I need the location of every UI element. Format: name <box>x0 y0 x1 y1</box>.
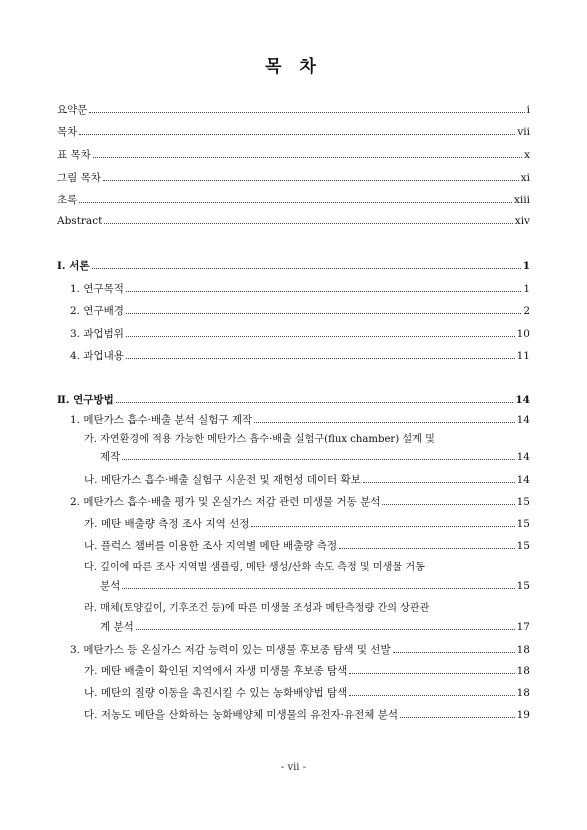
toc-page: 2 <box>523 305 530 317</box>
toc-entry-2-3-c[interactable] <box>84 708 530 722</box>
leader-dots <box>136 629 515 630</box>
toc-page: 15 <box>516 540 530 552</box>
toc-label: 나. 메탄가스 흡수·배출 실험구 시운전 및 재현성 데이터 확보 <box>84 474 361 486</box>
leader-dots <box>126 336 515 337</box>
toc-label: 그림 목차 <box>57 172 101 184</box>
toc-label: 나. 플럭스 챔버를 이용한 조사 지역별 메탄 배출량 측정 <box>84 540 338 552</box>
toc-label: 2. 메탄가스 흡수·배출 평가 및 온실가스 저감 관련 미생물 거동 분석 <box>70 496 381 508</box>
toc-page: 14 <box>515 394 530 406</box>
toc-label: 표 목차 <box>57 149 91 161</box>
toc-label: 3. 메탄가스 등 온실가스 저감 능력이 있는 미생물 후보종 탐색 및 선발 <box>70 644 391 656</box>
toc-label: 다. 저농도 메탄을 산화하는 농화배양체 미생물의 유전자·유전체 분석 <box>84 709 399 721</box>
toc-entry-2-2-b[interactable] <box>84 539 530 553</box>
leader-dots <box>126 291 521 292</box>
toc-entry-2-2-a[interactable] <box>84 517 530 531</box>
toc-label: Abstract <box>57 215 103 227</box>
toc-label: 계 분석 <box>100 621 134 633</box>
toc-entry-1-2[interactable] <box>70 304 530 318</box>
leader-dots <box>122 588 514 589</box>
toc-entry-2-2[interactable] <box>70 495 530 509</box>
toc-page: 11 <box>516 350 530 362</box>
toc-entry-2-2-c[interactable] <box>84 561 530 575</box>
toc-entry-2-1-a-cont[interactable] <box>100 450 530 464</box>
toc-label: 나. 메탄의 질량 이동을 촉진시킬 수 있는 농화배양법 탐색 <box>84 687 348 699</box>
toc-page: 10 <box>516 328 530 340</box>
toc-entry-2-2-c-cont[interactable] <box>100 579 530 593</box>
toc-entry-1-4[interactable] <box>70 349 530 363</box>
toc-label: 2. 연구배경 <box>70 305 124 317</box>
toc-entry-1-1[interactable] <box>70 282 530 296</box>
toc-label: 분석 <box>100 580 121 592</box>
toc-label: 초록 <box>57 194 78 206</box>
toc-label: 다. 깊이에 따른 조사 지역별 샘플링, 메탄 생성/산화 속도 측정 및 미생물 거동 <box>84 562 425 573</box>
toc-entry-2-2-d-cont[interactable] <box>100 620 530 634</box>
leader-dots <box>393 652 515 653</box>
toc-label: 가. 메탄 배출이 확인된 지역에서 자생 미생물 후보종 탐색 <box>84 665 348 677</box>
leader-dots <box>126 358 515 359</box>
toc-entry-2-3-a[interactable] <box>84 664 530 678</box>
page-number-footer: - vii - <box>280 762 307 773</box>
toc-page: 15 <box>516 580 530 592</box>
toc-label: 3. 과업범위 <box>70 328 124 340</box>
toc-label: Ⅰ. 서론 <box>57 260 90 272</box>
toc-page: i <box>526 104 530 116</box>
leader-dots <box>339 548 514 549</box>
toc-page: 15 <box>516 518 530 530</box>
toc-entry-2-1[interactable] <box>70 413 530 427</box>
toc-entry-2-3[interactable] <box>70 643 530 657</box>
toc-chapter-1[interactable] <box>57 259 530 273</box>
toc-label: Ⅱ. 연구방법 <box>57 394 114 406</box>
leader-dots <box>363 482 515 483</box>
toc-page: 18 <box>516 687 530 699</box>
toc-label: 가. 메탄 배출량 측정 조사 지역 선정 <box>84 518 250 530</box>
leader-dots <box>79 202 512 203</box>
leader-dots <box>104 223 512 224</box>
leader-dots <box>382 504 514 505</box>
toc-entry-1-3[interactable] <box>70 327 530 341</box>
toc-label: 1. 연구목적 <box>70 283 124 295</box>
toc-entry-korean-abstract[interactable] <box>57 193 530 207</box>
toc-page: 17 <box>516 621 530 633</box>
toc-label: 목차 <box>57 126 78 138</box>
toc-label: 4. 과업내용 <box>70 350 124 362</box>
toc-entry-abstract[interactable] <box>57 214 530 228</box>
leader-dots <box>92 268 521 269</box>
toc-entry-2-2-d[interactable] <box>84 602 530 616</box>
toc-page: 14 <box>516 451 530 463</box>
leader-dots <box>79 134 515 135</box>
toc-entry-contents[interactable] <box>57 125 530 139</box>
toc-label: 1. 메탄가스 흡수·배출 분석 실험구 제작 <box>70 414 253 426</box>
toc-page: 18 <box>516 665 530 677</box>
toc-label: 제작 <box>100 451 121 463</box>
toc-entry-table-list[interactable] <box>57 148 530 162</box>
leader-dots <box>89 112 524 113</box>
toc-page: 19 <box>516 709 530 721</box>
toc-label: 가. 자연환경에 적용 가능한 메탄가스 흡수·배출 실험구(flux chamber) 설계 및 <box>84 434 435 445</box>
toc-label-line1 <box>84 433 530 447</box>
toc-entry-figure-list[interactable] <box>57 171 530 185</box>
leader-dots <box>103 180 519 181</box>
toc-entry-summary[interactable] <box>57 103 530 117</box>
toc-page: x <box>524 149 530 161</box>
toc-entry-2-3-b[interactable] <box>84 686 530 700</box>
toc-page: 1 <box>523 283 530 295</box>
leader-dots <box>116 402 514 403</box>
toc-page: 15 <box>516 496 530 508</box>
leader-dots <box>349 695 514 696</box>
leader-dots <box>251 526 514 527</box>
leader-dots <box>254 422 514 423</box>
toc-page: xi <box>520 172 530 184</box>
toc-page: 18 <box>516 644 530 656</box>
toc-page: 14 <box>516 474 530 486</box>
toc-entry-2-1-b[interactable] <box>84 473 530 487</box>
page-title: 목 차 <box>265 57 322 77</box>
toc-label: 라. 매체(토양깊이, 기후조건 등)에 따른 미생물 조성과 메탄측정량 간의 상관관 <box>84 603 430 614</box>
toc-label: 요약문 <box>57 104 88 116</box>
leader-dots <box>126 313 521 314</box>
toc-page: xiv <box>514 215 530 227</box>
toc-chapter-2[interactable] <box>57 393 530 407</box>
toc-label-line1 <box>84 561 530 575</box>
toc-entry-2-1-a[interactable] <box>84 433 530 447</box>
toc-page: 14 <box>516 414 530 426</box>
toc-page: vii <box>517 126 530 138</box>
toc-label-line1 <box>84 602 530 616</box>
leader-dots <box>400 717 515 718</box>
leader-dots <box>122 459 514 460</box>
toc-page: 1 <box>522 260 530 272</box>
toc-page: xiii <box>514 194 530 206</box>
leader-dots <box>93 157 522 158</box>
leader-dots <box>349 673 514 674</box>
